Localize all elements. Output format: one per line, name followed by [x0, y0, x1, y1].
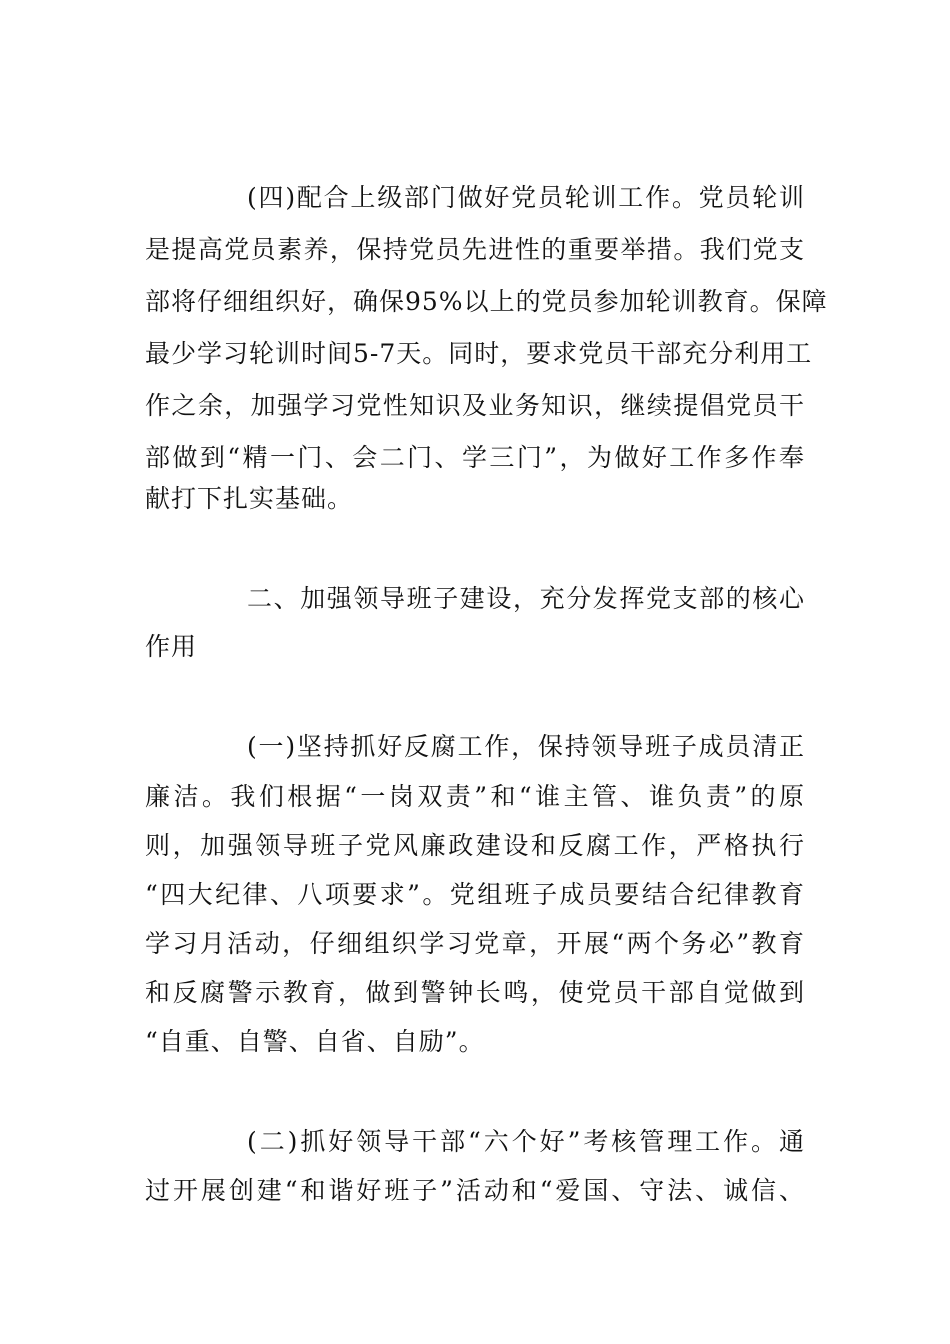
- paragraph-3-line-7: “自重、自警、自省、自励”。: [145, 1027, 485, 1056]
- section-heading-line-1: 二、加强领导班子建设，充分发挥党支部的核心: [247, 584, 805, 613]
- paragraph-3-line-6: 和反腐警示教育，做到警钟长鸣，使党员干部自觉做到: [145, 978, 805, 1007]
- paragraph-3-line-4: “四大纪律、八项要求”。党组班子成员要结合纪律教育: [145, 880, 805, 909]
- paragraph-1-line-5: 作之余，加强学习党性知识及业务知识，继续提倡党员干: [145, 391, 805, 420]
- paragraph-1-line-4: 最少学习轮训时间5-7天。同时，要求党员干部充分利用工: [145, 339, 813, 368]
- paragraph-1-line-2: 是提高党员素养，保持党员先进性的重要举措。我们党支: [145, 235, 805, 264]
- paragraph-1-line-1: (四)配合上级部门做好党员轮训工作。党员轮训: [247, 183, 805, 212]
- paragraph-3-line-5: 学习月活动，仔细组织学习党章，开展“两个务必”教育: [145, 929, 805, 958]
- paragraph-3-line-2: 廉洁。我们根据“一岗双责”和“谁主管、谁负责”的原: [145, 782, 805, 811]
- paragraph-1-line-3: 部将仔细组织好，确保95%以上的党员参加轮训教育。保障: [145, 287, 828, 316]
- paragraph-4-line-1: (二)抓好领导干部“六个好”考核管理工作。通: [247, 1127, 805, 1156]
- paragraph-1-line-6: 部做到“精一门、会二门、学三门”，为做好工作多作奉: [145, 443, 805, 472]
- paragraph-3-line-1: (一)坚持抓好反腐工作，保持领导班子成员清正: [247, 732, 805, 761]
- section-heading-line-2: 作用: [145, 632, 198, 661]
- paragraph-1-line-7: 献打下扎实基础。: [145, 484, 354, 513]
- paragraph-4-line-2: 过开展创建“和谐好班子”活动和“爱国、守法、诚信、: [145, 1176, 805, 1205]
- paragraph-3-line-3: 则，加强领导班子党风廉政建设和反腐工作，严格执行: [145, 831, 805, 860]
